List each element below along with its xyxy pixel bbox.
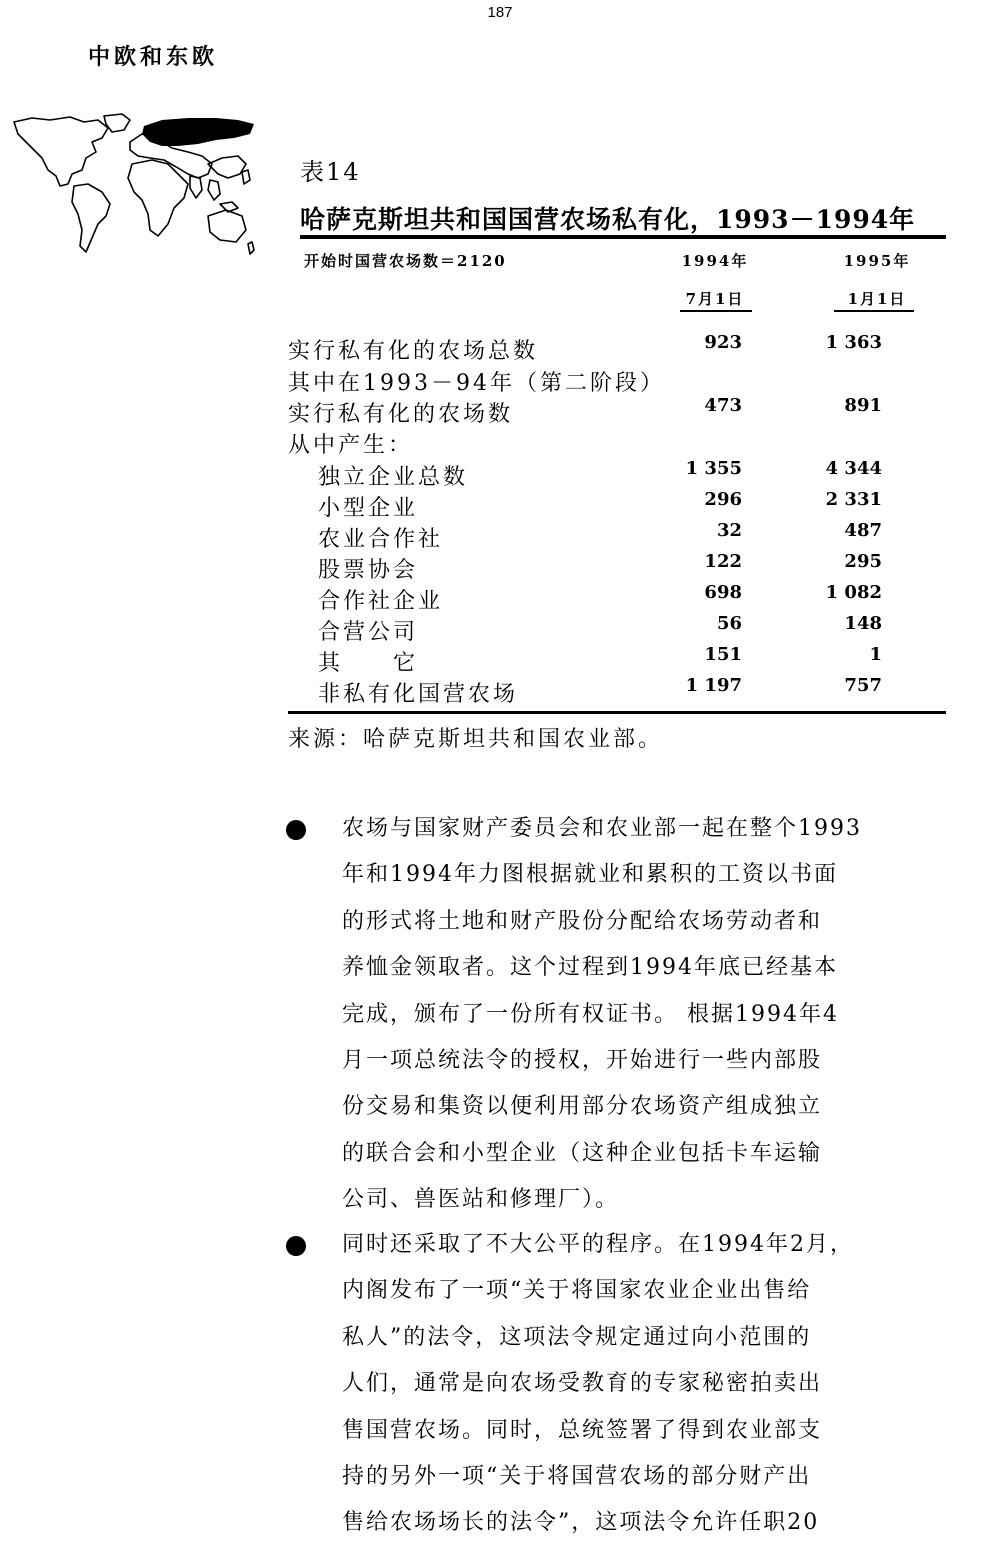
table-cell-1994: 296 bbox=[704, 489, 742, 510]
table-row-label: 其 它 bbox=[318, 651, 419, 676]
table-cell-1995: 891 bbox=[844, 395, 882, 416]
paragraph-line: 月一项总统法令的授权，开始进行一些内部股 bbox=[342, 1047, 823, 1073]
bullet-icon bbox=[286, 1236, 306, 1256]
column-header-1995-date: 1月1日 bbox=[847, 290, 907, 308]
table-bottom-rule bbox=[288, 711, 946, 714]
paragraph-line: 私人”的法令，这项法令规定通过向小范围的 bbox=[342, 1324, 812, 1350]
table-cell-1994: 1 355 bbox=[685, 458, 742, 479]
paragraph-line: 内阁发布了一项“关于将国家农业企业出售给 bbox=[342, 1278, 812, 1304]
table-cell-1995: 4 344 bbox=[825, 458, 882, 479]
paragraph-line: 年和1994年力图根据就业和累积的工资以书面 bbox=[342, 862, 838, 888]
column-header-1994-date: 7月1日 bbox=[685, 290, 745, 308]
table-row-label: 独立企业总数 bbox=[318, 465, 469, 490]
table-source-note: 来源：哈萨克斯坦共和国农业部。 bbox=[288, 727, 664, 752]
paragraph-line: 农场与国家财产委员会和农业部一起在整个1993 bbox=[342, 816, 862, 841]
paragraph-line: 份交易和集资以便利用部分农场资产组成独立 bbox=[342, 1094, 823, 1120]
table-cell-1995: 148 bbox=[844, 613, 882, 634]
table-cell-1995: 1 082 bbox=[825, 582, 882, 603]
column-2-underline bbox=[834, 310, 914, 312]
table-cell-1994: 151 bbox=[704, 644, 742, 665]
world-map-icon bbox=[12, 112, 257, 262]
paragraph-line: 的形式将土地和财产股份分配给农场劳动者和 bbox=[342, 908, 823, 934]
paragraph-line: 公司、兽医站和修理厂）。 bbox=[342, 1187, 620, 1213]
table-row-label: 农业合作社 bbox=[318, 527, 444, 552]
table-cell-1995: 757 bbox=[844, 675, 882, 696]
table-row-label: 小型企业 bbox=[318, 496, 419, 521]
table-title: 哈萨克斯坦共和国国营农场私有化，1993－1994年 bbox=[300, 205, 916, 234]
table-cell-1995: 1 363 bbox=[825, 332, 882, 353]
table-cell-1995: 487 bbox=[844, 520, 882, 541]
paragraph-line: 的联合会和小型企业（这种企业包括卡车运输 bbox=[342, 1140, 823, 1166]
paragraph-line: 养恤金领取者。这个过程到1994年底已经基本 bbox=[342, 955, 838, 981]
paragraph-line: 完成，颁布了一份所有权证书。 根据1994年4 bbox=[342, 1001, 839, 1027]
table-cell-1994: 1 197 bbox=[685, 675, 742, 696]
table-row-label: 合作社企业 bbox=[318, 589, 444, 614]
table-row-label: 从中产生： bbox=[288, 433, 414, 458]
table-row-label: 其中在1993－94年（第二阶段） bbox=[288, 371, 665, 396]
table-label: 表14 bbox=[300, 158, 361, 186]
table-cell-1995: 295 bbox=[844, 551, 882, 572]
bullet-paragraph-2 bbox=[342, 1222, 922, 1547]
paragraph-line: 人们，通常是向农场受教育的专家秘密拍卖出 bbox=[342, 1371, 823, 1397]
table-row-label: 非私有化国营农场 bbox=[318, 682, 519, 707]
table-cell-1994: 32 bbox=[716, 520, 742, 541]
table-row-label: 实行私有化的农场数 bbox=[288, 402, 514, 427]
table-cell-1994: 122 bbox=[704, 551, 742, 572]
table-row-label: 股票协会 bbox=[318, 558, 419, 583]
table-cell-1994: 923 bbox=[704, 332, 742, 353]
section-label: 中欧和东欧 bbox=[88, 44, 219, 70]
paragraph-line: 售国营农场。同时，总统签署了得到农业部支 bbox=[342, 1417, 823, 1443]
table-cell-1995: 1 bbox=[869, 644, 882, 665]
paragraph-line: 售给农场场长的法令”，这项法令允许任职20 bbox=[342, 1510, 820, 1536]
table-row-label: 合营公司 bbox=[318, 620, 419, 645]
table-cell-1995: 2 331 bbox=[825, 489, 882, 510]
bullet-icon bbox=[286, 820, 306, 840]
column-1-underline bbox=[680, 310, 752, 312]
column-header-1995-year: 1995年 bbox=[843, 252, 911, 270]
page-number: 187 bbox=[487, 4, 513, 21]
table-top-rule bbox=[300, 235, 946, 239]
column-header-1994-year: 1994年 bbox=[681, 252, 749, 270]
paragraph-line: 持的另外一项“关于将国营农场的部分财产出 bbox=[342, 1463, 812, 1489]
table-row-label: 实行私有化的农场总数 bbox=[288, 339, 539, 364]
table-cell-1994: 473 bbox=[704, 395, 742, 416]
table-cell-1994: 56 bbox=[716, 613, 742, 634]
bullet-paragraph-1 bbox=[342, 806, 922, 1224]
table-cell-1994: 698 bbox=[704, 582, 742, 603]
paragraph-line: 同时还采取了不大公平的程序。在1994年2月， bbox=[342, 1232, 854, 1257]
initial-count-label: 开始时国营农场数＝2120 bbox=[304, 252, 507, 270]
